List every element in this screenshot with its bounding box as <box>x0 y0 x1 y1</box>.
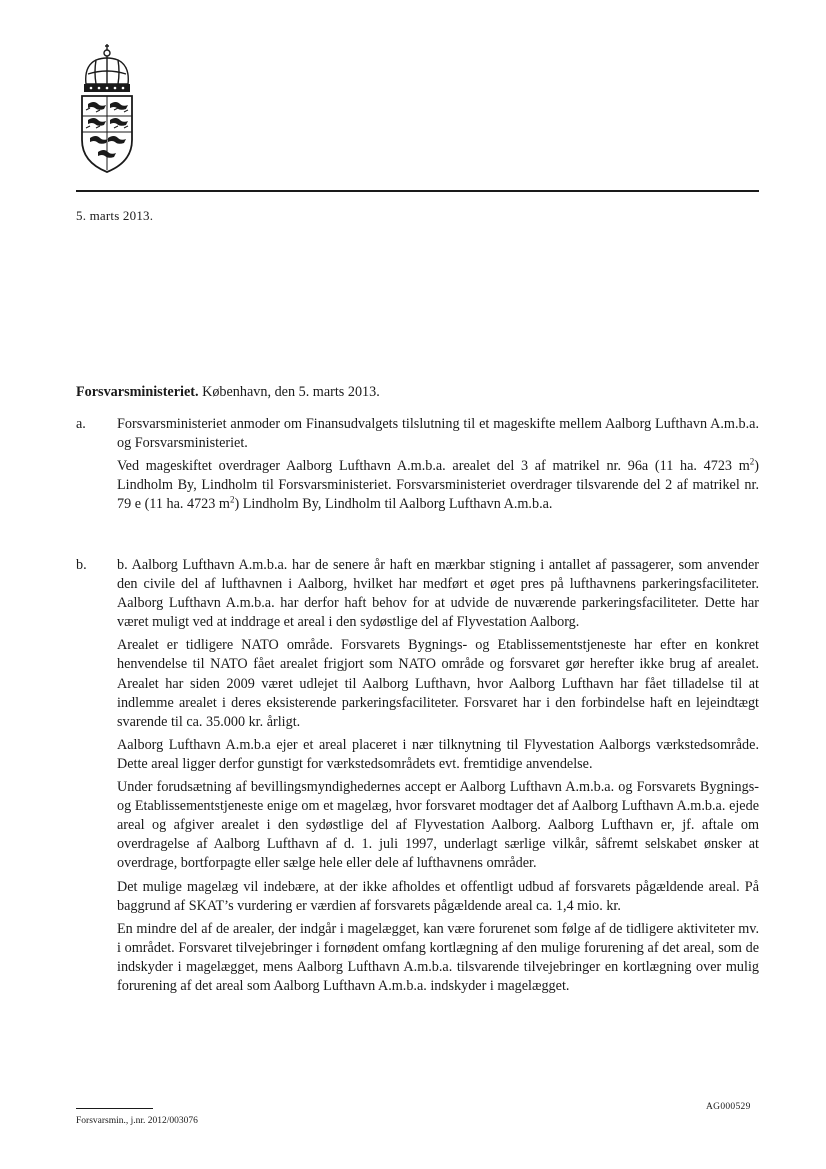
section-a <box>76 415 759 518</box>
section-b-paragraph-1: b. Aalborg Lufthavn A.m.b.a. har de senere år haft en mærkbar stigning i antallet af passagerer, som anvender den civile del af lufthavnen i Aalborg, hvilket har medført et øget pres på lufthavnens parkeringsfaciliteter. Aalborg Lufthavn A.m.b.a. har derfor haft behov for at udvide de nuværende parkeringsfaciliteter. Dette har været muligt ved at inddrage et areal i den sydøstlige del af Flyvestation Aalborg. <box>117 557 759 631</box>
coat-of-arms-icon <box>74 44 140 176</box>
section-b <box>76 556 759 1000</box>
section-b-paragraph-4: Under forudsætning af bevillingsmyndighedernes accept er Aalborg Lufthavn A.m.b.a. og Forsvarets Bygnings- og Etablissementstjeneste enige om et magelæg, hvor forsvaret modtager det af Aalborg Lufthavn A.m.b.a. ejede areal og afgiver arealet i den sydøstlige del af Flyvestation Aalborg. Aalborg Lufthavn er, jf. aftale om overdragelse af Aalborg Lufthavn af d. 1. juli 1997, underlagt særlige vilkår, såfremt selskabet ønsker at overdrage, bortforpagte eller sælge hele eller dele af lufthavnens områder. <box>117 779 759 872</box>
document-code: AG000529 <box>706 1102 751 1112</box>
journal-reference: Forsvarsmin., j.nr. 2012/003076 <box>76 1116 198 1126</box>
header-rule <box>76 190 759 192</box>
section-b-letter: b. <box>76 557 87 573</box>
section-a-paragraph-1: Forsvarsministeriet anmoder om Finansudvalgets tilslutning til et mageskifte mellem Aalborg Lufthavn A.m.b.a. og Forsvarsministeriet. <box>117 416 759 452</box>
ministry-name: Forsvarsministeriet. <box>76 384 199 400</box>
section-b-paragraph-6: En mindre del af de arealer, der indgår i magelægget, kan være forurenet som følge af de tidligere aktiviteter mv. i området. Forsvaret tilvejebringer i fornødent omfang kortlægning af den mulige forurening af det areal, som de indskyder i magelægget, mens Aalborg Lufthavn A.m.b.a. tilsvarende tilvejebringer en kortlægning over mulig forurening af det areal som Aalborg Lufthavn A.m.b.a. indskyder i magelægget. <box>117 920 759 994</box>
section-a-letter: a. <box>76 416 86 432</box>
section-a-paragraph-2: Ved mageskiftet overdrager Aalborg Lufthavn A.m.b.a. arealet del 3 af matrikel nr. 96a (11 ha. 4723 $m^2$) Lindholm By, Lindholm til Forsvarsministeriet. Forsvarsministeriet overdrager tilsvarende del 2 af matrikel nr. 79 e (11 ha. 4723 $m^2$) Lindholm By, Lindholm til Aalborg Lufthavn A.m.b.a. <box>117 456 759 513</box>
section-b-paragraph-2: Arealet er tidligere NATO område. Forsvarets Bygnings- og Etablissementstjeneste har efter en konkret henvendelse til NATO fået arealet frigjort som NATO område og forsvaret gør herefter ikke brug af arealet. Arealet har siden 2009 været udlejet til Aalborg Lufthavn, hvor Aalborg Lufthavn har fået tilladelse til at indlemme arealet i deres eksisterende parkeringsfaciliteter. Forsvaret har i den forbindelse haft en lejeindtægt svarende til ca. 35.000 kr. årligt. <box>117 637 759 730</box>
place-date: København, den 5. marts 2013. <box>198 384 380 400</box>
section-b-paragraph-5: Det mulige magelæg vil indebære, at der ikke afholdes et offentligt udbud af forsvarets pågældende areal. På baggrund af SKAT’s vurdering er værdien af forsvarets pågældende areal ca. 1,4 mio. kr. <box>117 878 759 914</box>
section-b-paragraph-3: Aalborg Lufthavn A.m.b.a ejer et areal placeret i nær tilknytning til Flyvestation Aalborgs værkstedsområde. Dette areal ligger derfor gunstigt for værkstedsområdets evt. fremtidige anvendelse. <box>117 736 759 772</box>
intro-line <box>76 384 380 401</box>
footer-rule <box>76 1108 153 1109</box>
document-date: 5. marts 2013. <box>76 208 154 223</box>
